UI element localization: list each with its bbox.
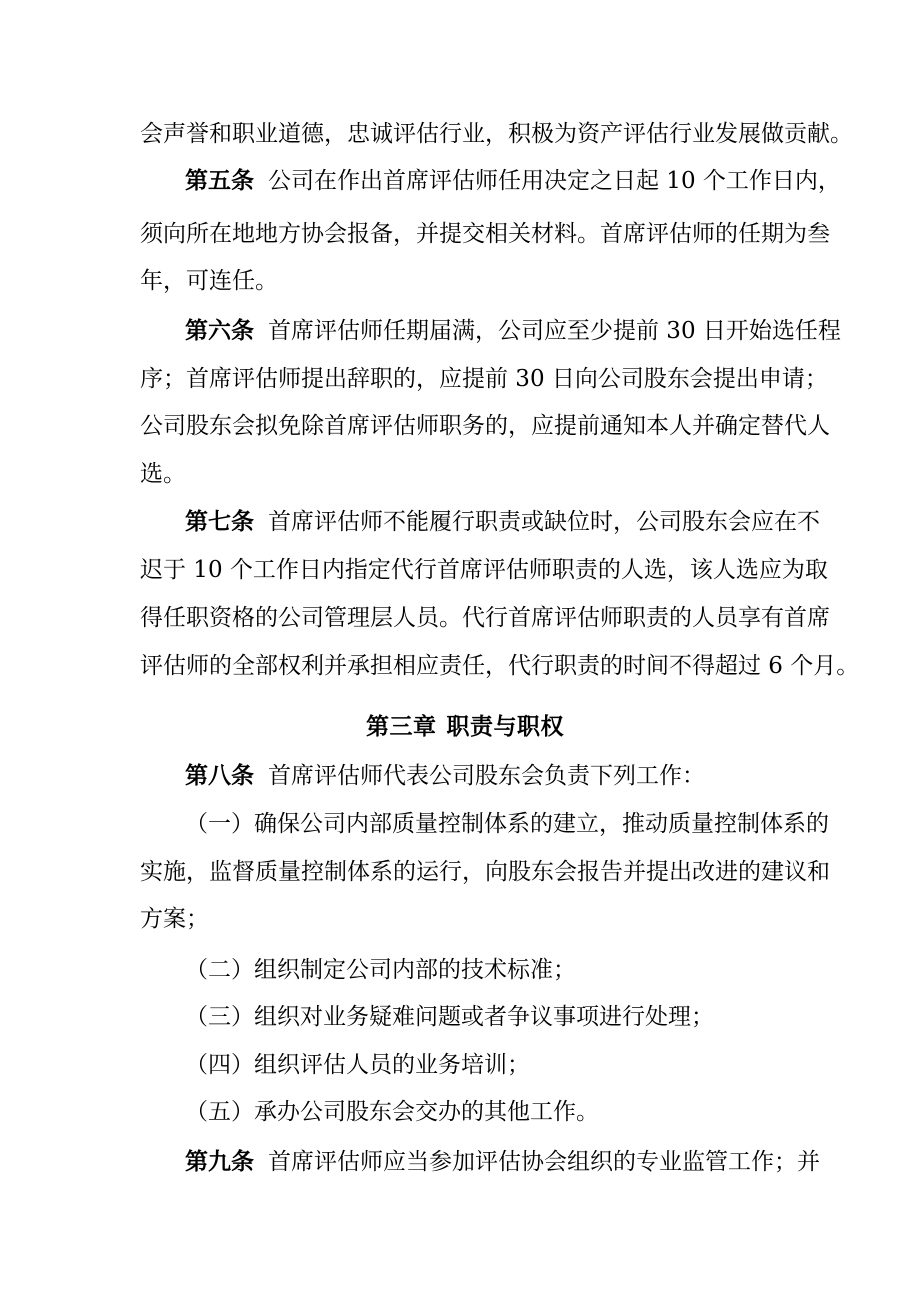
article-8-line-1: 第八条 首席评估师代表公司股东会负责下列工作： <box>185 762 705 789</box>
article-9-line-1: 第九条 首席评估师应当参加评估协会组织的专业监管工作；并 <box>185 1148 820 1175</box>
article-7-line-1: 第七条 首席评估师不能履行职责或缺位时，公司股东会应在不 <box>185 508 820 535</box>
article-6-line-3: 公司股东会拟免除首席评估师职务的，应提前通知本人并确定替代人 <box>140 413 830 439</box>
article-7-line-4: 评估师的全部权利并承担相应责任，代行职责的时间不得超过 6 个月。 <box>140 653 860 679</box>
chapter-3-number: 第三章 <box>366 713 437 740</box>
article-8-item-2: （二）组织制定公司内部的技术标准； <box>185 957 576 983</box>
article-8-label: 第八条 <box>185 762 254 789</box>
article-9-label: 第九条 <box>185 1148 254 1175</box>
chapter-3-heading <box>140 712 790 742</box>
article-5-line-2: 须向所在地地方协会报备，并提交相关材料。首席评估师的任期为叁 <box>140 221 830 247</box>
article-8-item-4: （四）组织评估人员的业务培训； <box>185 1052 530 1078</box>
article-5-label: 第五条 <box>185 167 254 194</box>
article-6-label: 第六条 <box>185 317 254 344</box>
chapter-3-title: 职责与职权 <box>446 713 564 740</box>
article-8-item-5: （五）承办公司股东会交办的其他工作。 <box>185 1099 599 1125</box>
article-7-line-2: 迟于 10 个工作日内指定代行首席评估师职责的人选，该人选应为取 <box>140 557 828 583</box>
article-8-item-1-line-3: 方案； <box>140 906 209 932</box>
article-5-line-1: 第五条 公司在作出首席评估师任用决定之日起 10 个工作日内， <box>185 167 841 194</box>
article-7-label: 第七条 <box>185 508 254 535</box>
article-8-item-1-line-1: （一）确保公司内部质量控制体系的建立，推动质量控制体系的 <box>185 811 829 837</box>
article-8-item-1-line-2: 实施，监督质量控制体系的运行，向股东会报告并提出改进的建议和 <box>140 859 830 885</box>
paragraph-continuation: 会声誉和职业道德，忠诚评估行业，积极为资产评估行业发展做贡献。 <box>140 121 853 147</box>
article-6-line-2: 序；首席评估师提出辞职的，应提前 30 日向公司股东会提出申请； <box>140 366 828 392</box>
article-8-item-3: （三）组织对业务疑难问题或者争议事项进行处理； <box>185 1004 714 1030</box>
article-6-line-4: 选。 <box>140 461 186 487</box>
article-7-line-3: 得任职资格的公司管理层人员。代行首席评估师职责的人员享有首席 <box>140 605 830 631</box>
article-6-line-1: 第六条 首席评估师任期届满，公司应至少提前 30 日开始选任程 <box>185 317 841 344</box>
article-5-line-3: 年，可连任。 <box>140 268 278 294</box>
